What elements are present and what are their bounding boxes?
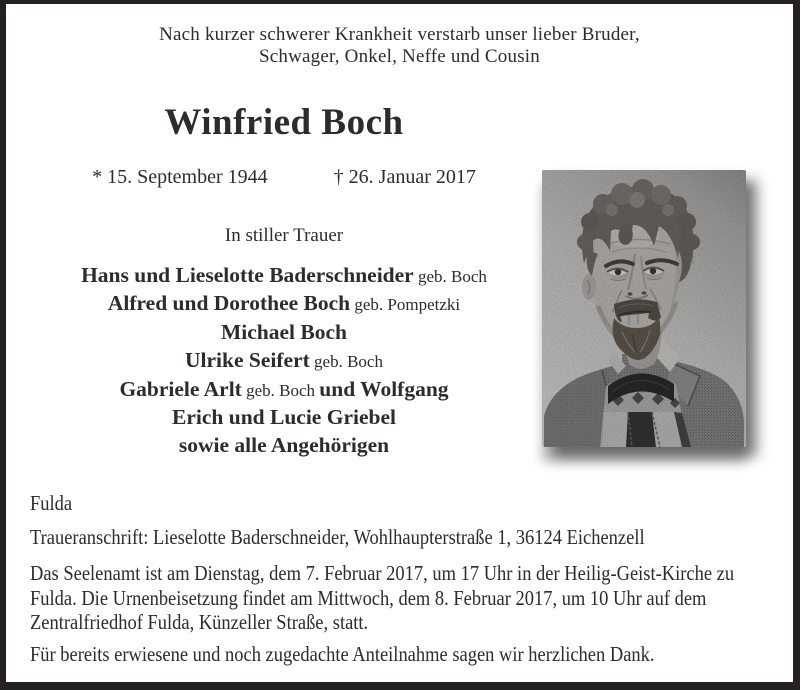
- intro-line-1: Nach kurzer schwerer Krankheit verstarb unser lieber Bruder,: [159, 24, 640, 45]
- deceased-name: Winfried Boch: [164, 102, 404, 143]
- mourning-phrase: In stiller Trauer: [224, 225, 344, 246]
- intro-line-2: Schwager, Onkel, Neffe und Cousin: [259, 45, 540, 67]
- mourner-name: Ulrike Seifert: [185, 348, 310, 373]
- mourner-line: [6, 431, 562, 459]
- death-date: † 26. Januar 2017: [333, 166, 476, 188]
- mourner-line: [6, 375, 562, 403]
- mourner-name: Alfred und Dorothee Boch: [107, 291, 351, 316]
- service-line: Zentralfriedhof Fulda, Künzeller Straße, statt.: [30, 610, 369, 635]
- mourner-name: Erich und Lucie Griebel: [172, 404, 396, 429]
- mourner-name: Michael Boch: [221, 319, 347, 344]
- mourner-name: Hans und Lieselotte Baderschneider: [81, 263, 414, 287]
- mourner-line: [6, 318, 562, 346]
- mourner-line: [6, 403, 562, 431]
- address-line: Traueranschrift: Lieselotte Baderschneider, Wohlhaupterstraße 1, 36124 Eichenzell: [30, 525, 645, 549]
- mourner-line: [6, 289, 562, 317]
- service-line: Fulda. Die Urnenbeisetzung findet am Mittwoch, dem 8. Februar 2017, um 10 Uhr auf dem: [30, 585, 707, 610]
- life-dates: [6, 166, 562, 189]
- service-line: Das Seelenamt ist am Dienstag, dem 7. Februar 2017, um 17 Uhr in der Heilig-Geist-Kirche zu: [30, 561, 735, 585]
- mourner-name: und Wolfgang: [319, 376, 449, 401]
- mourner-line: [6, 261, 562, 289]
- mourner-name: Gabriele Arlt: [119, 376, 242, 401]
- mourner-name: sowie alle Angehörigen: [178, 433, 390, 458]
- intro-text: [6, 24, 793, 67]
- service-paragraph: [30, 561, 734, 635]
- thanks-line: Für bereits erwiesene und noch zugedachte Anteilnahme sagen wir herzlichen Dank.: [30, 642, 655, 666]
- portrait-illustration: [542, 170, 746, 447]
- portrait-photo: [542, 170, 746, 447]
- mourner-line: [6, 346, 562, 374]
- mourners-list: [6, 261, 562, 460]
- mourner-birthname: geb. Boch: [413, 267, 487, 286]
- mourner-birthname: geb. Boch: [309, 352, 383, 372]
- mourner-birthname: geb. Pompetzki: [350, 295, 461, 315]
- birth-date: * 15. September 1944: [92, 166, 268, 188]
- city-label: Fulda: [30, 491, 73, 515]
- mourner-birthname: geb. Boch: [241, 380, 320, 400]
